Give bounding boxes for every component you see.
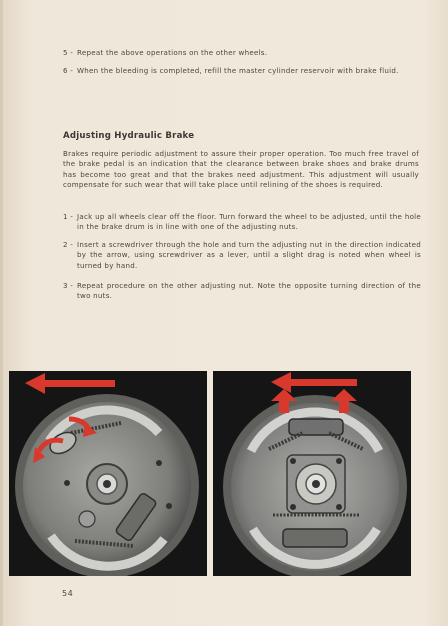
step-text: Repeat the above operations on the other wheels. <box>77 48 268 57</box>
step-1 <box>63 212 421 233</box>
step-number: 3 - <box>63 281 74 290</box>
step-number: 2 - <box>63 240 74 249</box>
step-number: 6 - <box>63 66 74 75</box>
section-heading: Adjusting Hydraulic Brake <box>63 131 195 141</box>
intro-paragraph: Brakes require periodic adjustment to assure their proper operation. Too much free travel of the brake pedal is an indication that the clearance between brake shoes and brake drums has become too great and that the brakes need adjustment. This adjustment will usually compensate for such wear that will take place until relining of the shoes is required. <box>63 149 419 190</box>
step-text: Insert a screwdriver through the hole and turn the adjusting nut in the direction indicated by the arrow, using screwdriver as a lever, until a slight drag is noted when wheel is turned by hand. <box>77 240 421 270</box>
page-number: 54 <box>62 589 74 598</box>
step-text: When the bleeding is completed, refill the master cylinder reservoir with brake fluid. <box>77 66 399 75</box>
step-number: 1 - <box>63 212 74 221</box>
left-brake-photo <box>9 371 207 576</box>
step-text: Repeat procedure on the other adjusting nut. Note the opposite turning direction of the two nuts. <box>77 281 421 301</box>
step-3 <box>63 281 421 302</box>
step-text: Jack up all wheels clear off the floor. Turn forward the wheel to be adjusted, until the hole in the brake drum is in line with one of the adjusting nuts. <box>77 212 421 232</box>
step-2 <box>63 240 421 271</box>
right-brake-photo <box>213 371 411 576</box>
step-number: 5 - <box>63 48 74 57</box>
step-6 <box>63 66 421 76</box>
step-5 <box>63 48 421 58</box>
